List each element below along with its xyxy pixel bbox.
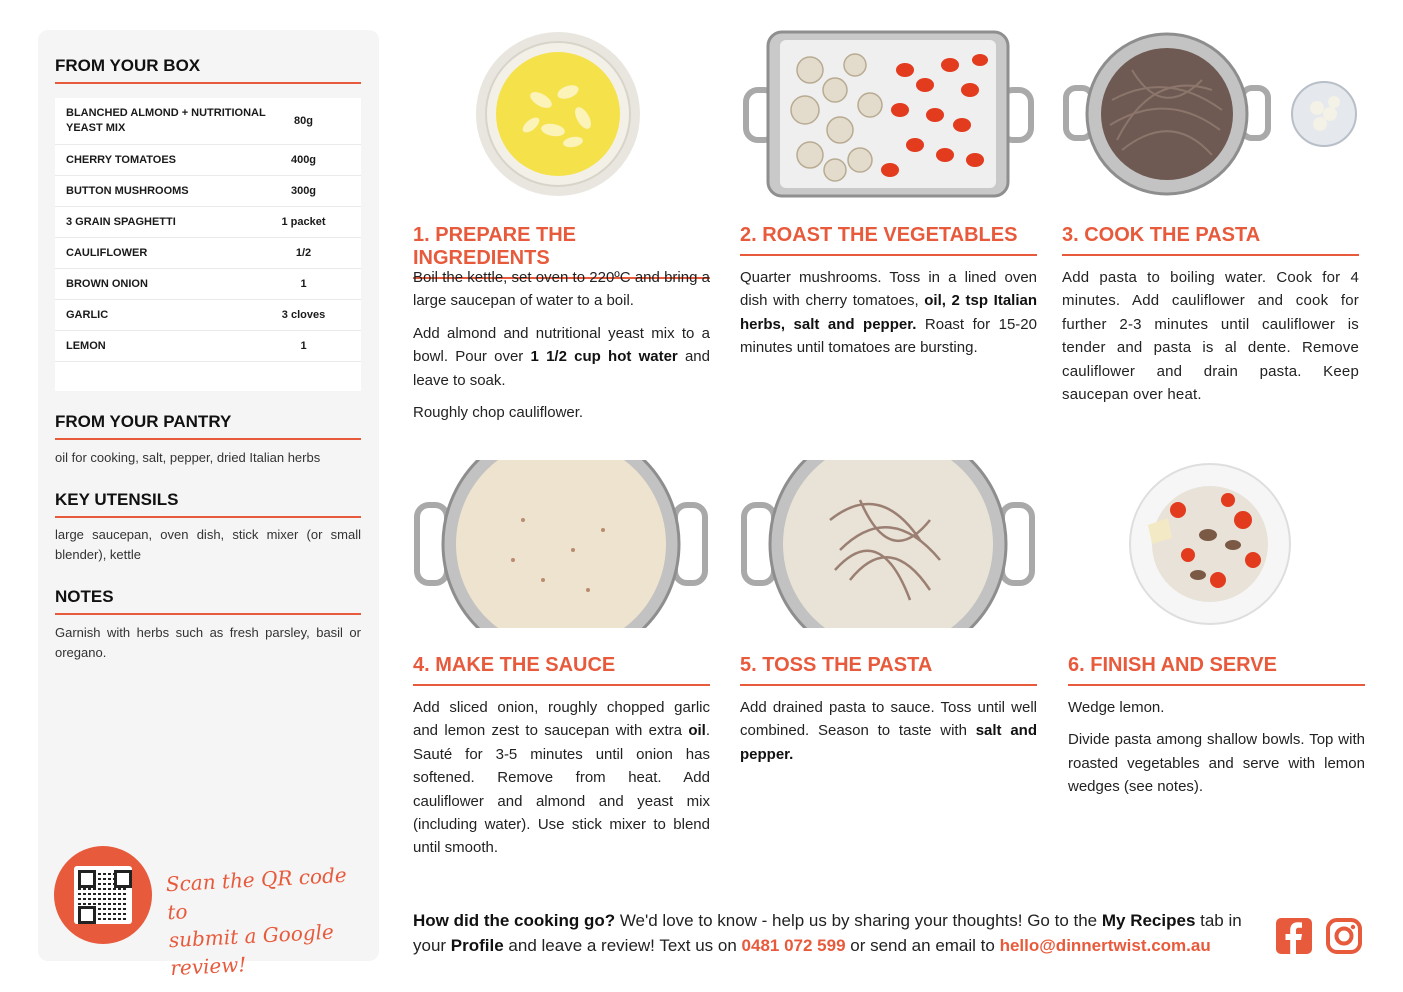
ingredient-quantity: 300g: [290, 185, 317, 197]
instagram-icon[interactable]: [1326, 918, 1362, 954]
ingredient-quantity: 3 cloves: [281, 309, 326, 321]
step-5-body: [740, 696, 1037, 775]
ingredient-quantity: 400g: [290, 154, 317, 166]
my-recipes-link[interactable]: My Recipes: [1101, 911, 1196, 930]
ingredient-row: [55, 145, 361, 176]
ingredient-row: [55, 98, 361, 145]
ingredient-quantity: 1: [300, 340, 307, 352]
profile-link[interactable]: Profile: [450, 936, 504, 955]
step-4-body: [413, 696, 710, 869]
ingredient-name: BUTTON MUSHROOMS: [66, 184, 189, 197]
step-6-photo: [1068, 460, 1365, 628]
ingredient-row: [55, 331, 361, 362]
step-paragraph: Roughly chop cauliflower.: [413, 404, 584, 422]
ingredient-name: BROWN ONION: [66, 277, 148, 290]
notes-text: Garnish with herbs such as fresh parsley, basil or oregano.: [55, 625, 361, 660]
footer-text-4: or send an email to: [845, 936, 1000, 955]
step-paragraph: Boil the kettle, set oven to 220ºC and bring a large saucepan of water to a boil.: [413, 269, 710, 310]
ingredient-name: CAULIFLOWER: [66, 246, 148, 259]
feedback-footer: [413, 908, 1263, 958]
email-link[interactable]: hello@dinnertwist.com.au: [999, 936, 1211, 955]
from-your-pantry-heading: FROM YOUR PANTRY: [55, 412, 361, 440]
ingredient-quantity: 1/2: [295, 247, 312, 259]
step-paragraph: Add pasta to boiling water. Cook for 4 minutes. Add cauliflower and cook for further 2-3 minutes until cauliflower is tender and pasta is al dente. Remove cauliflower and drain pasta. Keep saucepan over heat.: [1062, 269, 1359, 404]
qr-caption-line1: Scan the QR code to: [165, 862, 348, 925]
step-paragraph: Add almond and nutritional yeast mix to a bowl. Pour over 1 1/2 cup hot water and leave to soak.: [413, 324, 710, 389]
step-3-photo: [1062, 30, 1359, 198]
footer-question: How did the cooking go?: [413, 911, 616, 930]
ingredient-quantity: 1 packet: [281, 216, 326, 228]
step-4-title: 4. MAKE THE SAUCE: [413, 654, 710, 686]
from-your-box-heading: FROM YOUR BOX: [55, 56, 361, 84]
ingredient-row: [55, 238, 361, 269]
step-paragraph: Quarter mushrooms. Toss in a lined oven dish with cherry tomatoes, oil, 2 tsp Italian herbs, salt and pepper. Roast for 15-20 minutes until tomatoes are bursting.: [740, 269, 1038, 357]
step-4-photo: [413, 460, 710, 628]
qr-caption-line2: submit a Google review!: [168, 919, 335, 981]
ingredient-name: 3 GRAIN SPAGHETTI: [66, 215, 176, 228]
step-2-photo: [740, 30, 1037, 198]
pantry-text: oil for cooking, salt, pepper, dried Italian herbs: [55, 450, 321, 465]
qr-badge: [54, 846, 152, 944]
ingredient-name: CHERRY TOMATOES: [66, 153, 177, 166]
footer-text-2: tab in your: [413, 911, 1242, 955]
step-5-photo: [740, 460, 1037, 628]
qr-code-icon[interactable]: [74, 866, 132, 924]
step-paragraph: Add sliced onion, roughly chopped garlic and lemon zest to saucepan with extra oil. Sauté for 3-5 minutes until onion has softened. Remove from heat. Add cauliflower and almond and yeast mix (including water). Use stick mixer to blend until smooth.: [413, 699, 710, 857]
sidebar: [38, 30, 379, 981]
step-2-title: 2. ROAST THE VEGETABLES: [740, 224, 1037, 256]
ingredient-table: [55, 98, 361, 391]
ingredient-name: LEMON: [66, 339, 106, 352]
step-1-photo: [413, 30, 710, 198]
phone-link[interactable]: 0481 072 599: [741, 936, 846, 955]
qr-caption: [165, 860, 371, 982]
ingredient-name: BLANCHED ALMOND + NUTRITIONAL YEAST MIX: [66, 107, 266, 134]
ingredient-quantity: 1: [300, 278, 307, 290]
notes-heading: NOTES: [55, 587, 361, 615]
footer-text-3: and leave a review! Text us on: [503, 936, 742, 955]
key-utensils-heading: KEY UTENSILS: [55, 490, 361, 518]
ingredient-row: [55, 269, 361, 300]
step-5-title: 5. TOSS THE PASTA: [740, 654, 1037, 686]
ingredient-row: [55, 176, 361, 207]
ingredient-row: [55, 207, 361, 238]
ingredient-name: GARLIC: [66, 308, 109, 321]
ingredient-row: [55, 300, 361, 331]
step-3-body: [1062, 266, 1359, 415]
step-paragraph: Wedge lemon.: [1068, 699, 1165, 716]
step-paragraph: Add drained pasta to sauce. Toss until well combined. Season to taste with salt and pepper.: [740, 699, 1037, 763]
step-1-title: 1. PREPARE THE INGREDIENTS: [413, 224, 710, 279]
ingredient-quantity: 80g: [294, 115, 313, 127]
step-6-title: 6. FINISH AND SERVE: [1068, 654, 1365, 686]
step-6-body: [1068, 696, 1365, 808]
step-2-body: [740, 266, 1037, 369]
step-1-body: [413, 266, 710, 433]
facebook-icon[interactable]: [1276, 918, 1312, 954]
footer-text-1: We'd love to know - help us by sharing your thoughts! Go to the: [615, 911, 1102, 930]
step-3-title: 3. COOK THE PASTA: [1062, 224, 1359, 256]
step-paragraph: Divide pasta among shallow bowls. Top with roasted vegetables and serve with lemon wedges (see notes).: [1068, 731, 1365, 796]
utensils-text: large saucepan, oven dish, stick mixer (or small blender), kettle: [55, 527, 361, 562]
